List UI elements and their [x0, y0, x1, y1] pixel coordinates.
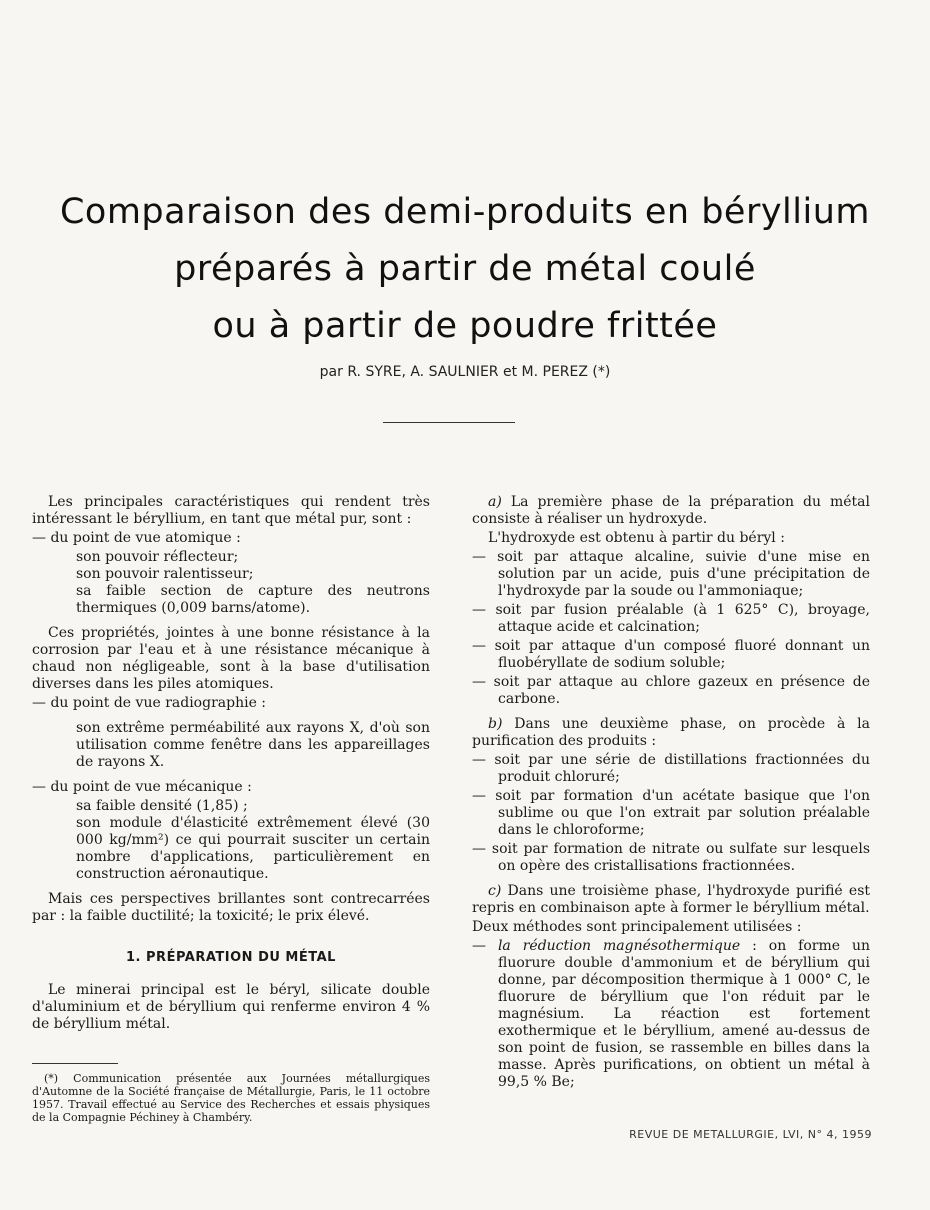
deux-methodes: Deux méthodes sont principalement utilisées : — [472, 919, 802, 935]
phase-b-item: — soit par formation de nitrate ou sulfate sur lesquels on opère des cristallisations fractionnées. — [472, 841, 870, 874]
left-column — [32, 494, 430, 1124]
reduction-dash: — — [472, 938, 486, 954]
phase-a-item: — soit par attaque d'un composé fluoré donnant un fluobéryllate de sodium soluble; — [472, 638, 870, 671]
meca-item: son module d'élasticité extrêmement élevé (30 000 kg/mm²) ce qui pourrait susciter un certain nombre d'applications, particulièrement en construction aéronautique. — [76, 815, 430, 882]
radio-item: son extrême perméabilité aux rayons X, d'où son utilisation comme fenêtre dans les appareillages de rayons X. — [76, 720, 430, 770]
phase-c-paragraph — [472, 883, 870, 917]
footnote-divider — [32, 1063, 118, 1064]
right-column — [472, 494, 870, 1093]
atomic-item: son pouvoir ralentisseur; — [76, 566, 254, 582]
phase-b-label: b) — [488, 716, 503, 732]
phase-b-paragraph — [472, 716, 870, 750]
phase-c-text: Dans une troisième phase, l'hydroxyde purifié est repris en combinaison apte à former le béryllium métal. — [472, 883, 870, 916]
meca-item: sa faible densité (1,85) ; — [76, 798, 248, 814]
phase-a-text: La première phase de la préparation du métal consiste à réaliser un hydroxyde. — [472, 494, 870, 527]
phase-a-item: — soit par fusion préalable (à 1 625° C), broyage, attaque acide et calcination; — [472, 602, 870, 635]
minerai-paragraph: Le minerai principal est le béryl, silicate double d'aluminium et de béryllium qui renferme environ 4 % de béryllium métal. — [32, 982, 430, 1032]
atomic-item: sa faible section de capture des neutrons thermiques (0,009 barns/atome). — [76, 583, 430, 616]
reduction-paragraph — [472, 938, 870, 1091]
title-line-3: ou à partir de poudre frittée — [212, 306, 718, 346]
hydroxyde-paragraph: L'hydroxyde est obtenu à partir du béryl : — [488, 530, 785, 546]
article-title — [0, 184, 930, 355]
phase-c-label: c) — [488, 883, 502, 899]
authors: par R. SYRE, A. SAULNIER et M. PEREZ (*) — [319, 364, 611, 380]
phase-b-item: — soit par formation d'un acétate basique que l'on sublime ou que l'on extrait par solution préalable dans le chloroforme; — [472, 788, 870, 838]
phase-a-paragraph — [472, 494, 870, 528]
phase-a-item: — soit par attaque au chlore gazeux en présence de carbone. — [472, 674, 870, 707]
title-line-1: Comparaison des demi-produits en béryllium — [59, 192, 871, 232]
intro-paragraph: Les principales caractéristiques qui rendent très intéressant le béryllium, en tant que métal pur, sont : — [32, 494, 430, 527]
meca-heading: — du point de vue mécanique : — [32, 779, 252, 795]
phase-b-text: Dans une deuxième phase, on procède à la purification des produits : — [472, 716, 871, 749]
footnote: (*) Communication présentée aux Journées métallurgiques d'Automne de la Société française de Métallurgie, Paris, le 11 octobre 1957. Travail effectué au Service des Recherches et essais physiques de la Compagnie Péchiney à Chambéry. — [32, 1072, 430, 1124]
phase-a-label: a) — [488, 494, 502, 510]
mais-paragraph: Mais ces perspectives brillantes sont contrecarrées par : la faible ductilité; la toxicité; le prix élevé. — [32, 891, 430, 924]
journal-footer: REVUE DE METALLURGIE, LVI, N° 4, 1959 — [629, 1128, 872, 1141]
section-heading: 1. PRÉPARATION DU MÉTAL — [126, 950, 336, 965]
reduction-text: : on forme un fluorure double d'ammonium et de béryllium qui donne, par décomposition thermique à 1 000° C, le fluorure de béryllium que l'on réduit par le magnésium. La réaction est fortement exothermique et le béryllium, amené au-dessus de son point de fusion, se rassemble en billes dans la masse. Après purifications, on obtient un métal à 99,5 % Be; — [498, 938, 870, 1090]
reduction-title: la réduction magnésothermique — [497, 938, 741, 954]
properties-paragraph: Ces propriétés, jointes à une bonne résistance à la corrosion par l'eau et à une résistance mécanique à chaud non négligeable, sont à la base d'utilisation diverses dans les piles atomiques. — [32, 625, 430, 692]
phase-a-item: — soit par attaque alcaline, suivie d'une mise en solution par un acide, puis d'une précipitation de l'hydroxyde par la soude ou l'ammoniaque; — [472, 549, 870, 599]
atomic-item: son pouvoir réflecteur; — [76, 549, 239, 565]
radio-heading: — du point de vue radiographie : — [32, 695, 267, 711]
phase-b-item: — soit par une série de distillations fractionnées du produit chloruré; — [472, 752, 870, 785]
title-divider — [383, 422, 515, 423]
atomic-heading: — du point de vue atomique : — [32, 530, 241, 546]
title-line-2: préparés à partir de métal coulé — [174, 249, 756, 289]
